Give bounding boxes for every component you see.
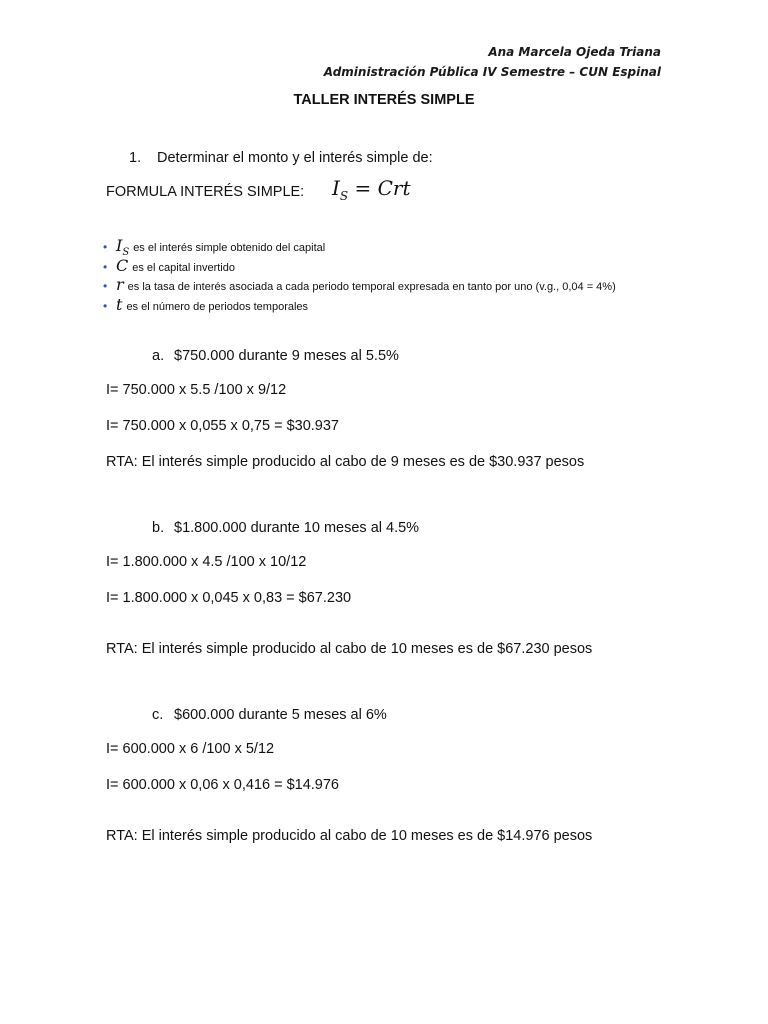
formula-lhs-subscript: S — [339, 189, 349, 203]
formula-expression — [332, 176, 411, 203]
definition-symbol: $I_S$ — [116, 236, 130, 259]
problem-a-statement: $750.000 durante 9 meses al 5.5% — [174, 348, 399, 364]
bullet-icon: • — [103, 298, 108, 313]
bullet-icon: • — [103, 259, 108, 274]
definition-item — [103, 275, 616, 295]
formula-lhs: I — [332, 176, 340, 200]
definition-item — [103, 295, 616, 315]
intro-text: Determinar el monto y el interés simple de: — [157, 150, 433, 166]
problem-b-marker: b. — [152, 520, 165, 536]
problem-c-marker: c. — [152, 707, 164, 723]
definition-text: es el capital invertido — [132, 261, 235, 274]
intro-number: 1. — [129, 150, 142, 166]
bullet-icon: • — [103, 240, 108, 254]
problem-c-statement: $600.000 durante 5 meses al 6% — [174, 707, 387, 723]
formula-label: FORMULA INTERÉS SIMPLE: — [106, 184, 305, 200]
definitions-list — [103, 236, 616, 314]
problem-a-marker: a. — [152, 348, 165, 364]
document-title: TALLER INTERÉS SIMPLE — [293, 92, 475, 108]
problem-b-step2: I= 1.800.000 x 0,045 x 0,83 = $67.230 — [106, 590, 352, 606]
formula-rhs: = Crt — [354, 176, 411, 200]
bullet-icon: • — [103, 279, 108, 293]
definition-symbol: r — [116, 275, 124, 294]
course-info: Administración Pública IV Semestre – CUN Espinal — [323, 65, 661, 79]
problem-c-step2: I= 600.000 x 0,06 x 0,416 = $14.976 — [106, 777, 339, 793]
problem-a-step2: I= 750.000 x 0,055 x 0,75 = $30.937 — [106, 418, 339, 434]
problem-c-answer: RTA: El interés simple producido al cabo de 10 meses es de $14.976 pesos — [106, 828, 593, 844]
definition-text: es la tasa de interés asociada a cada periodo temporal expresada en tanto por uno (v.g., 0,04 = 4%) — [127, 281, 616, 293]
definition-symbol: t — [116, 294, 123, 314]
definition-symbol: C — [116, 255, 129, 275]
problem-a-answer: RTA: El interés simple producido al cabo de 9 meses es de $30.937 pesos — [106, 454, 585, 470]
problem-a-step1: I= 750.000 x 5.5 /100 x 9/12 — [106, 382, 287, 398]
definition-text: es el interés simple obtenido del capital — [133, 242, 326, 254]
problem-b-answer: RTA: El interés simple producido al cabo de 10 meses es de $67.230 pesos — [106, 641, 593, 657]
problem-c-step1: I= 600.000 x 6 /100 x 5/12 — [106, 741, 275, 757]
problem-b-statement: $1.800.000 durante 10 meses al 4.5% — [174, 520, 420, 536]
definition-item — [103, 256, 616, 276]
author-name: Ana Marcela Ojeda Triana — [488, 45, 661, 59]
definition-text: es el número de periodos temporales — [126, 300, 309, 313]
problem-b-step1: I= 1.800.000 x 4.5 /100 x 10/12 — [106, 554, 307, 570]
definition-item — [103, 236, 616, 259]
